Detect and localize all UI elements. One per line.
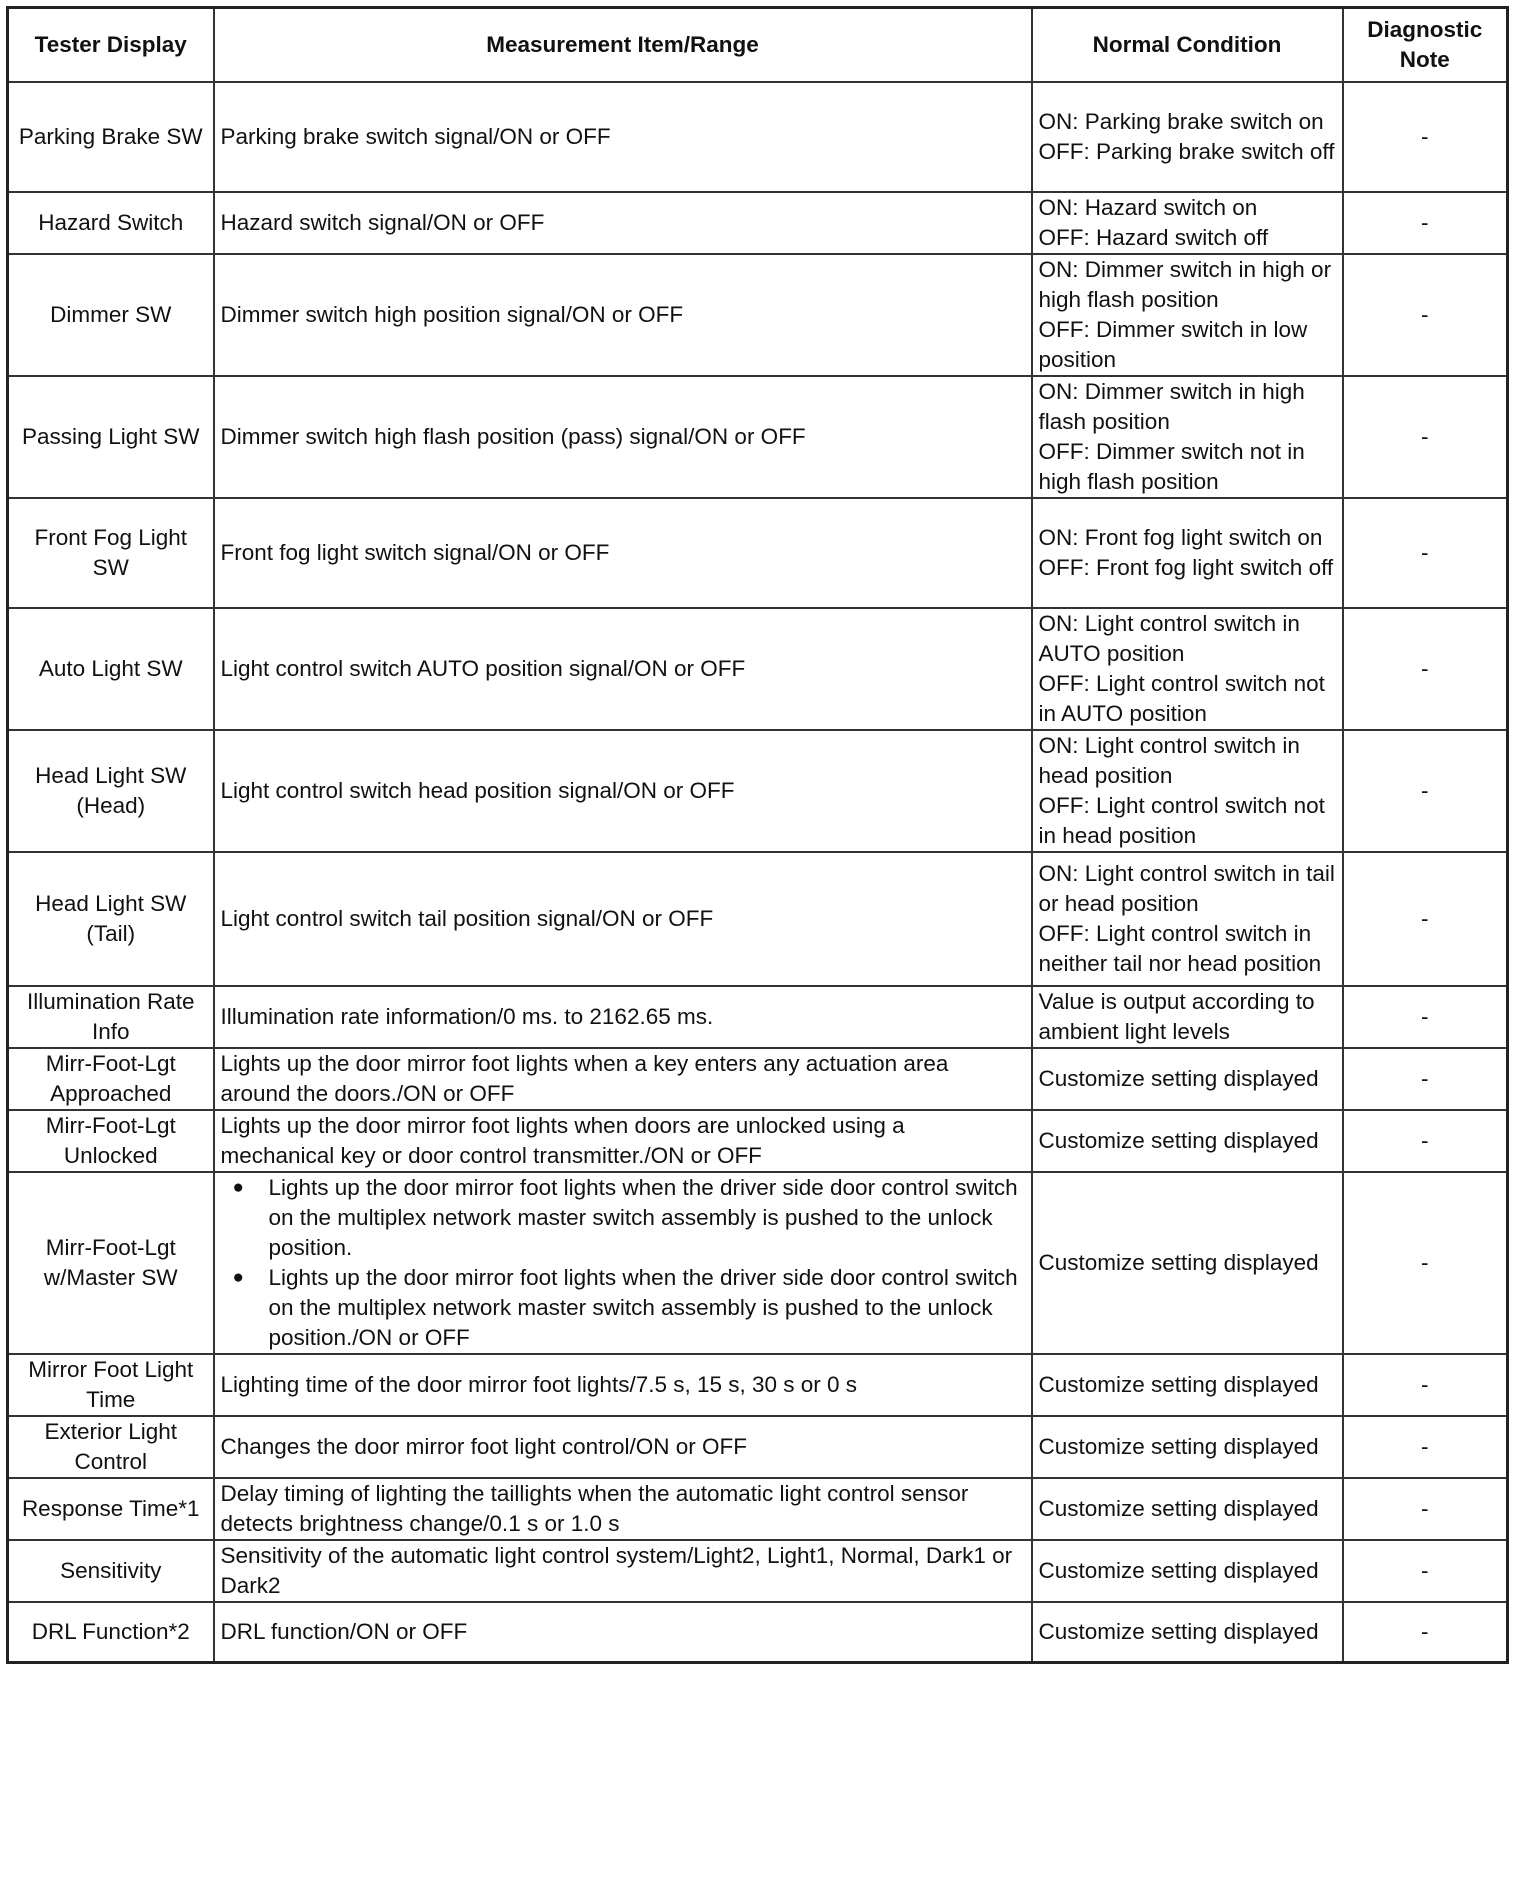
table-row xyxy=(8,498,1508,608)
tester-display-cell: Illumination Rate Info xyxy=(8,986,214,1048)
normal-condition-line: OFF: Light control switch not in head position xyxy=(1038,793,1325,848)
measurement-cell: Parking brake switch signal/ON or OFF xyxy=(214,82,1032,192)
table-row xyxy=(8,82,1508,192)
table-body xyxy=(8,82,1508,1662)
diagnostic-note-cell: - xyxy=(1343,1540,1508,1602)
measurement-cell: Dimmer switch high position signal/ON or OFF xyxy=(214,254,1032,376)
header-measurement: Measurement Item/Range xyxy=(214,8,1032,83)
table-row xyxy=(8,986,1508,1048)
normal-condition-cell xyxy=(1032,498,1343,608)
table-row xyxy=(8,376,1508,498)
measurement-cell: Light control switch tail position signal/ON or OFF xyxy=(214,852,1032,986)
normal-condition-cell xyxy=(1032,608,1343,730)
diagnostic-note-cell: - xyxy=(1343,498,1508,608)
header-normal-condition: Normal Condition xyxy=(1032,8,1343,83)
normal-condition-line: OFF: Hazard switch off xyxy=(1038,225,1269,250)
measurement-cell: Light control switch head position signal/ON or OFF xyxy=(214,730,1032,852)
diagnostic-note-cell: - xyxy=(1343,1478,1508,1540)
normal-condition-cell xyxy=(1032,730,1343,852)
normal-condition-line: Customize setting displayed xyxy=(1038,1066,1319,1091)
normal-condition-cell xyxy=(1032,1540,1343,1602)
measurement-cell: DRL function/ON or OFF xyxy=(214,1602,1032,1662)
normal-condition-line: Customize setting displayed xyxy=(1038,1372,1319,1397)
normal-condition-cell xyxy=(1032,1110,1343,1172)
table-row xyxy=(8,1048,1508,1110)
normal-condition-line: ON: Parking brake switch on xyxy=(1038,109,1324,134)
normal-condition-line: Customize setting displayed xyxy=(1038,1558,1319,1583)
table-row xyxy=(8,1416,1508,1478)
normal-condition-line: ON: Front fog light switch on xyxy=(1038,525,1323,550)
tester-display-cell: Dimmer SW xyxy=(8,254,214,376)
table-row xyxy=(8,852,1508,986)
diagnostic-note-cell: - xyxy=(1343,1048,1508,1110)
tester-display-cell: Mirror Foot Light Time xyxy=(8,1354,214,1416)
tester-display-cell: Mirr-Foot-Lgt w/Master SW xyxy=(8,1172,214,1354)
measurement-bullet-list xyxy=(221,1173,1025,1353)
table-row xyxy=(8,254,1508,376)
tester-display-cell: Hazard Switch xyxy=(8,192,214,254)
normal-condition-cell xyxy=(1032,376,1343,498)
normal-condition-line: Customize setting displayed xyxy=(1038,1250,1319,1275)
measurement-cell: Front fog light switch signal/ON or OFF xyxy=(214,498,1032,608)
measurement-cell: Dimmer switch high flash position (pass) signal/ON or OFF xyxy=(214,376,1032,498)
normal-condition-line: OFF: Front fog light switch off xyxy=(1038,555,1334,580)
tester-display-cell: Response Time*1 xyxy=(8,1478,214,1540)
table-row xyxy=(8,1602,1508,1662)
normal-condition-cell xyxy=(1032,1602,1343,1662)
measurement-cell: Sensitivity of the automatic light control system/Light2, Light1, Normal, Dark1 or Dark2 xyxy=(214,1540,1032,1602)
diagnostic-note-cell: - xyxy=(1343,852,1508,986)
tester-display-cell: Passing Light SW xyxy=(8,376,214,498)
tester-display-cell: Parking Brake SW xyxy=(8,82,214,192)
tester-display-cell: DRL Function*2 xyxy=(8,1602,214,1662)
normal-condition-cell xyxy=(1032,1172,1343,1354)
diagnostic-note-cell: - xyxy=(1343,1110,1508,1172)
tester-display-cell: Exterior Light Control xyxy=(8,1416,214,1478)
tester-display-cell: Mirr-Foot-Lgt Approached xyxy=(8,1048,214,1110)
tester-display-cell: Sensitivity xyxy=(8,1540,214,1602)
normal-condition-line: OFF: Light control switch not in AUTO position xyxy=(1038,671,1325,726)
table-row xyxy=(8,1540,1508,1602)
measurement-cell: Lights up the door mirror foot lights when a key enters any actuation area around the doors./ON or OFF xyxy=(214,1048,1032,1110)
diagnostic-note-cell: - xyxy=(1343,1602,1508,1662)
measurement-cell xyxy=(214,1172,1032,1354)
header-diagnostic-note: Diagnostic Note xyxy=(1343,8,1508,83)
table-row xyxy=(8,1110,1508,1172)
measurement-bullet-item: ● Lights up the door mirror foot lights when the driver side door control switch on the multiplex network master switch assembly is pushed to the unlock position./ON or OFF xyxy=(221,1263,1025,1353)
normal-condition-line: OFF: Parking brake switch off xyxy=(1038,139,1335,164)
normal-condition-line: ON: Dimmer switch in high or high flash position xyxy=(1038,257,1332,312)
normal-condition-line: OFF: Light control switch in neither tail nor head position xyxy=(1038,921,1322,976)
table-row xyxy=(8,192,1508,254)
normal-condition-cell xyxy=(1032,82,1343,192)
table-row xyxy=(8,1354,1508,1416)
normal-condition-line: Customize setting displayed xyxy=(1038,1496,1319,1521)
table-row xyxy=(8,1478,1508,1540)
normal-condition-line: ON: Light control switch in AUTO position xyxy=(1038,611,1300,666)
tester-display-cell: Head Light SW (Head) xyxy=(8,730,214,852)
diagnostic-note-cell: - xyxy=(1343,986,1508,1048)
diagnostic-note-cell: - xyxy=(1343,1354,1508,1416)
normal-condition-cell xyxy=(1032,192,1343,254)
measurement-cell: Hazard switch signal/ON or OFF xyxy=(214,192,1032,254)
header-row xyxy=(8,8,1508,83)
normal-condition-cell xyxy=(1032,1478,1343,1540)
normal-condition-cell xyxy=(1032,254,1343,376)
normal-condition-line: Customize setting displayed xyxy=(1038,1618,1319,1644)
normal-condition-line: Customize setting displayed xyxy=(1038,1128,1319,1153)
header-tester-display: Tester Display xyxy=(8,8,214,83)
diagnostic-note-cell: - xyxy=(1343,376,1508,498)
normal-condition-line: ON: Hazard switch on xyxy=(1038,195,1258,220)
normal-condition-cell xyxy=(1032,1048,1343,1110)
measurement-cell: Illumination rate information/0 ms. to 2162.65 ms. xyxy=(214,986,1032,1048)
normal-condition-line: ON: Light control switch in head position xyxy=(1038,733,1300,788)
tester-display-cell: Mirr-Foot-Lgt Unlocked xyxy=(8,1110,214,1172)
diagnostic-note-cell: - xyxy=(1343,254,1508,376)
normal-condition-line: Customize setting displayed xyxy=(1038,1434,1319,1459)
measurement-cell: Lighting time of the door mirror foot lights/7.5 s, 15 s, 30 s or 0 s xyxy=(214,1354,1032,1416)
normal-condition-cell xyxy=(1032,1354,1343,1416)
tester-display-cell: Head Light SW (Tail) xyxy=(8,852,214,986)
normal-condition-cell xyxy=(1032,986,1343,1048)
diagnostic-note-cell: - xyxy=(1343,1416,1508,1478)
diagnostic-note-cell: - xyxy=(1343,1172,1508,1354)
normal-condition-line: OFF: Dimmer switch not in high flash position xyxy=(1038,439,1305,494)
table-row xyxy=(8,608,1508,730)
tester-data-table xyxy=(6,6,1509,1664)
tester-display-cell: Auto Light SW xyxy=(8,608,214,730)
diagnostic-note-cell: - xyxy=(1343,730,1508,852)
table-row xyxy=(8,730,1508,852)
measurement-bullet-item: ● Lights up the door mirror foot lights when the driver side door control switch on the multiplex network master switch assembly is pushed to the unlock position. xyxy=(221,1173,1025,1263)
normal-condition-cell xyxy=(1032,1416,1343,1478)
normal-condition-line: ON: Light control switch in tail or head position xyxy=(1038,861,1335,916)
diagnostic-note-cell: - xyxy=(1343,192,1508,254)
normal-condition-line: ON: Dimmer switch in high flash position xyxy=(1038,379,1305,434)
diagnostic-note-cell: - xyxy=(1343,82,1508,192)
measurement-cell: Changes the door mirror foot light control/ON or OFF xyxy=(214,1416,1032,1478)
measurement-cell: Lights up the door mirror foot lights when doors are unlocked using a mechanical key or door control transmitter./ON or OFF xyxy=(214,1110,1032,1172)
tester-display-cell: Front Fog Light SW xyxy=(8,498,214,608)
normal-condition-line: Value is output according to ambient light levels xyxy=(1038,989,1315,1044)
measurement-cell: Delay timing of lighting the taillights when the automatic light control sensor detects brightness change/0.1 s or 1.0 s xyxy=(214,1478,1032,1540)
table-row xyxy=(8,1172,1508,1354)
diagnostic-note-cell: - xyxy=(1343,608,1508,730)
normal-condition-line: OFF: Dimmer switch in low position xyxy=(1038,317,1308,372)
normal-condition-cell xyxy=(1032,852,1343,986)
measurement-cell: Light control switch AUTO position signal/ON or OFF xyxy=(214,608,1032,730)
